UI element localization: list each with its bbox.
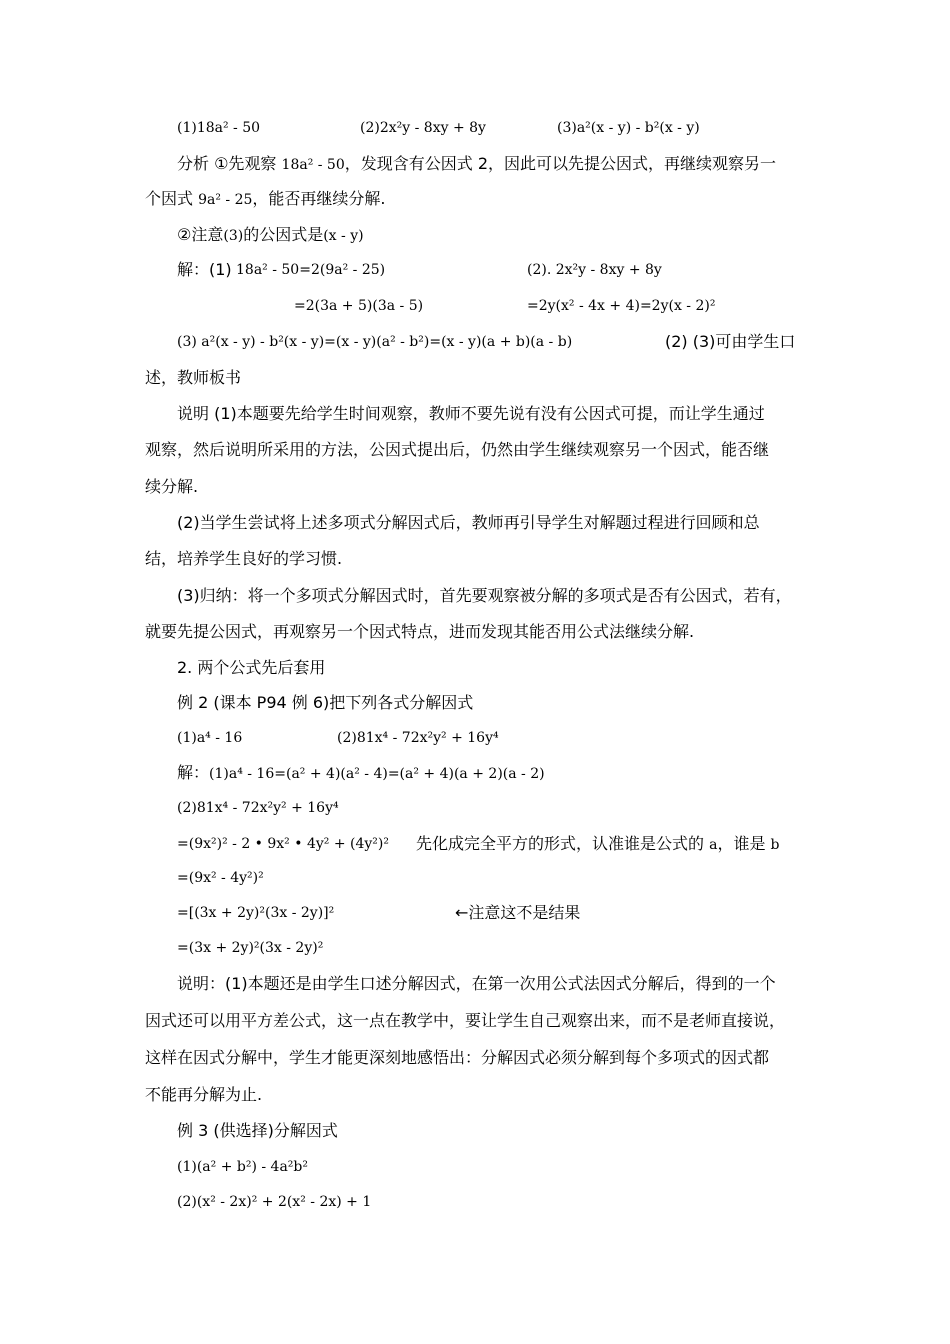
solution-step-4: =2y(x² - 4x + 4)=2y(x - 2)² <box>527 298 716 314</box>
section-2-title: 2. 两个公式先后套用 <box>177 658 326 677</box>
example-2-solution-1: 解：(1)a⁴ - 16=(a² + 4)(a² - 4)=(a² + 4)(a + 2)(a - 2) <box>177 763 545 782</box>
solution-step-3: =2(3a + 5)(3a - 5) <box>294 298 424 314</box>
problem-1: (1)18a² - 50 <box>177 120 261 136</box>
example-2-solution-5-note: ←注意这不是结果 <box>455 903 581 922</box>
analysis-line-3: ②注意(3)的公因式是(x - y) <box>177 225 364 244</box>
note1-line-3: 续分解. <box>145 477 199 496</box>
example-2-title: 例 2 (课本 P94 例 6)把下列各式分解因式 <box>177 693 474 712</box>
solution-step-5: (3) a²(x - y) - b²(x - y)=(x - y)(a² - b²)=(x - y)(a + b)(a - b) <box>177 334 573 350</box>
note2-line-4: 不能再分解为止. <box>145 1085 263 1104</box>
example-2-solution-2: (2)81x⁴ - 72x²y² + 16y⁴ <box>177 800 339 816</box>
note1-line-6: (3)归纳：将一个多项式分解因式时，首先要观察被分解的多项式是否有公因式，若有， <box>177 586 792 605</box>
problem-3: (3)a²(x - y) - b²(x - y) <box>557 120 700 136</box>
solution-row-4: 述，教师板书 <box>145 368 242 387</box>
solution-step-2: (2). 2x²y - 8xy + 8y <box>527 262 662 278</box>
note1-line-2: 观察，然后说明所采用的方法，公因式提出后，仍然由学生继续观察另一个因式，能否继 <box>145 440 770 459</box>
note1-line-7: 就要先提公因式，再观察另一个因式特点，进而发现其能否用公式法继续分解. <box>145 622 695 641</box>
problem-2: (2)2x²y - 8xy + 8y <box>360 120 486 136</box>
example-2-solution-3-note: 先化成完全平方的形式，认准谁是公式的 a，谁是 b <box>416 834 780 853</box>
analysis-line-2: 个因式 9a² - 25，能否再继续分解. <box>145 189 386 208</box>
example-2-problem-2: (2)81x⁴ - 72x²y² + 16y⁴ <box>337 730 499 746</box>
example-2-solution-6: =(3x + 2y)²(3x - 2y)² <box>177 940 324 956</box>
note1-line-1: 说明 (1)本题要先给学生时间观察，教师不要先说有没有公因式可提，而让学生通过 <box>177 404 765 423</box>
note2-line-1: 说明：(1)本题还是由学生口述分解因式，在第一次用公式法因式分解后，得到的一个 <box>177 974 776 993</box>
note2-line-2: 因式还可以用平方差公式，这一点在教学中，要让学生自己观察出来，而不是老师直接说， <box>145 1011 786 1030</box>
solution-step-5-tail: (2) (3)可由学生口 <box>665 332 796 351</box>
example-2-problem-1: (1)a⁴ - 16 <box>177 730 243 746</box>
solution-label: 解：(1) <box>177 260 232 279</box>
note2-line-3: 这样在因式分解中，学生才能更深刻地感悟出：分解因式必须分解到每个多项式的因式都 <box>145 1048 770 1067</box>
analysis-line-1: 分析 ①先观察 18a² - 50，发现含有公因式 2，因此可以先提公因式，再继续观察另一 <box>177 154 777 173</box>
note1-line-5: 结，培养学生良好的学习惯. <box>145 549 343 568</box>
example-3-problem-2: (2)(x² - 2x)² + 2(x² - 2x) + 1 <box>177 1194 372 1210</box>
solution-step-1: 18a² - 50=2(9a² - 25) <box>236 262 386 278</box>
example-3-title: 例 3 (供选择)分解因式 <box>177 1121 338 1140</box>
example-3-problem-1: (1)(a² + b²) - 4a²b² <box>177 1159 308 1175</box>
note1-line-4: (2)当学生尝试将上述多项式分解因式后，教师再引导学生对解题过程进行回顾和总 <box>177 513 760 532</box>
example-2-solution-4: =(9x² - 4y²)² <box>177 870 264 886</box>
